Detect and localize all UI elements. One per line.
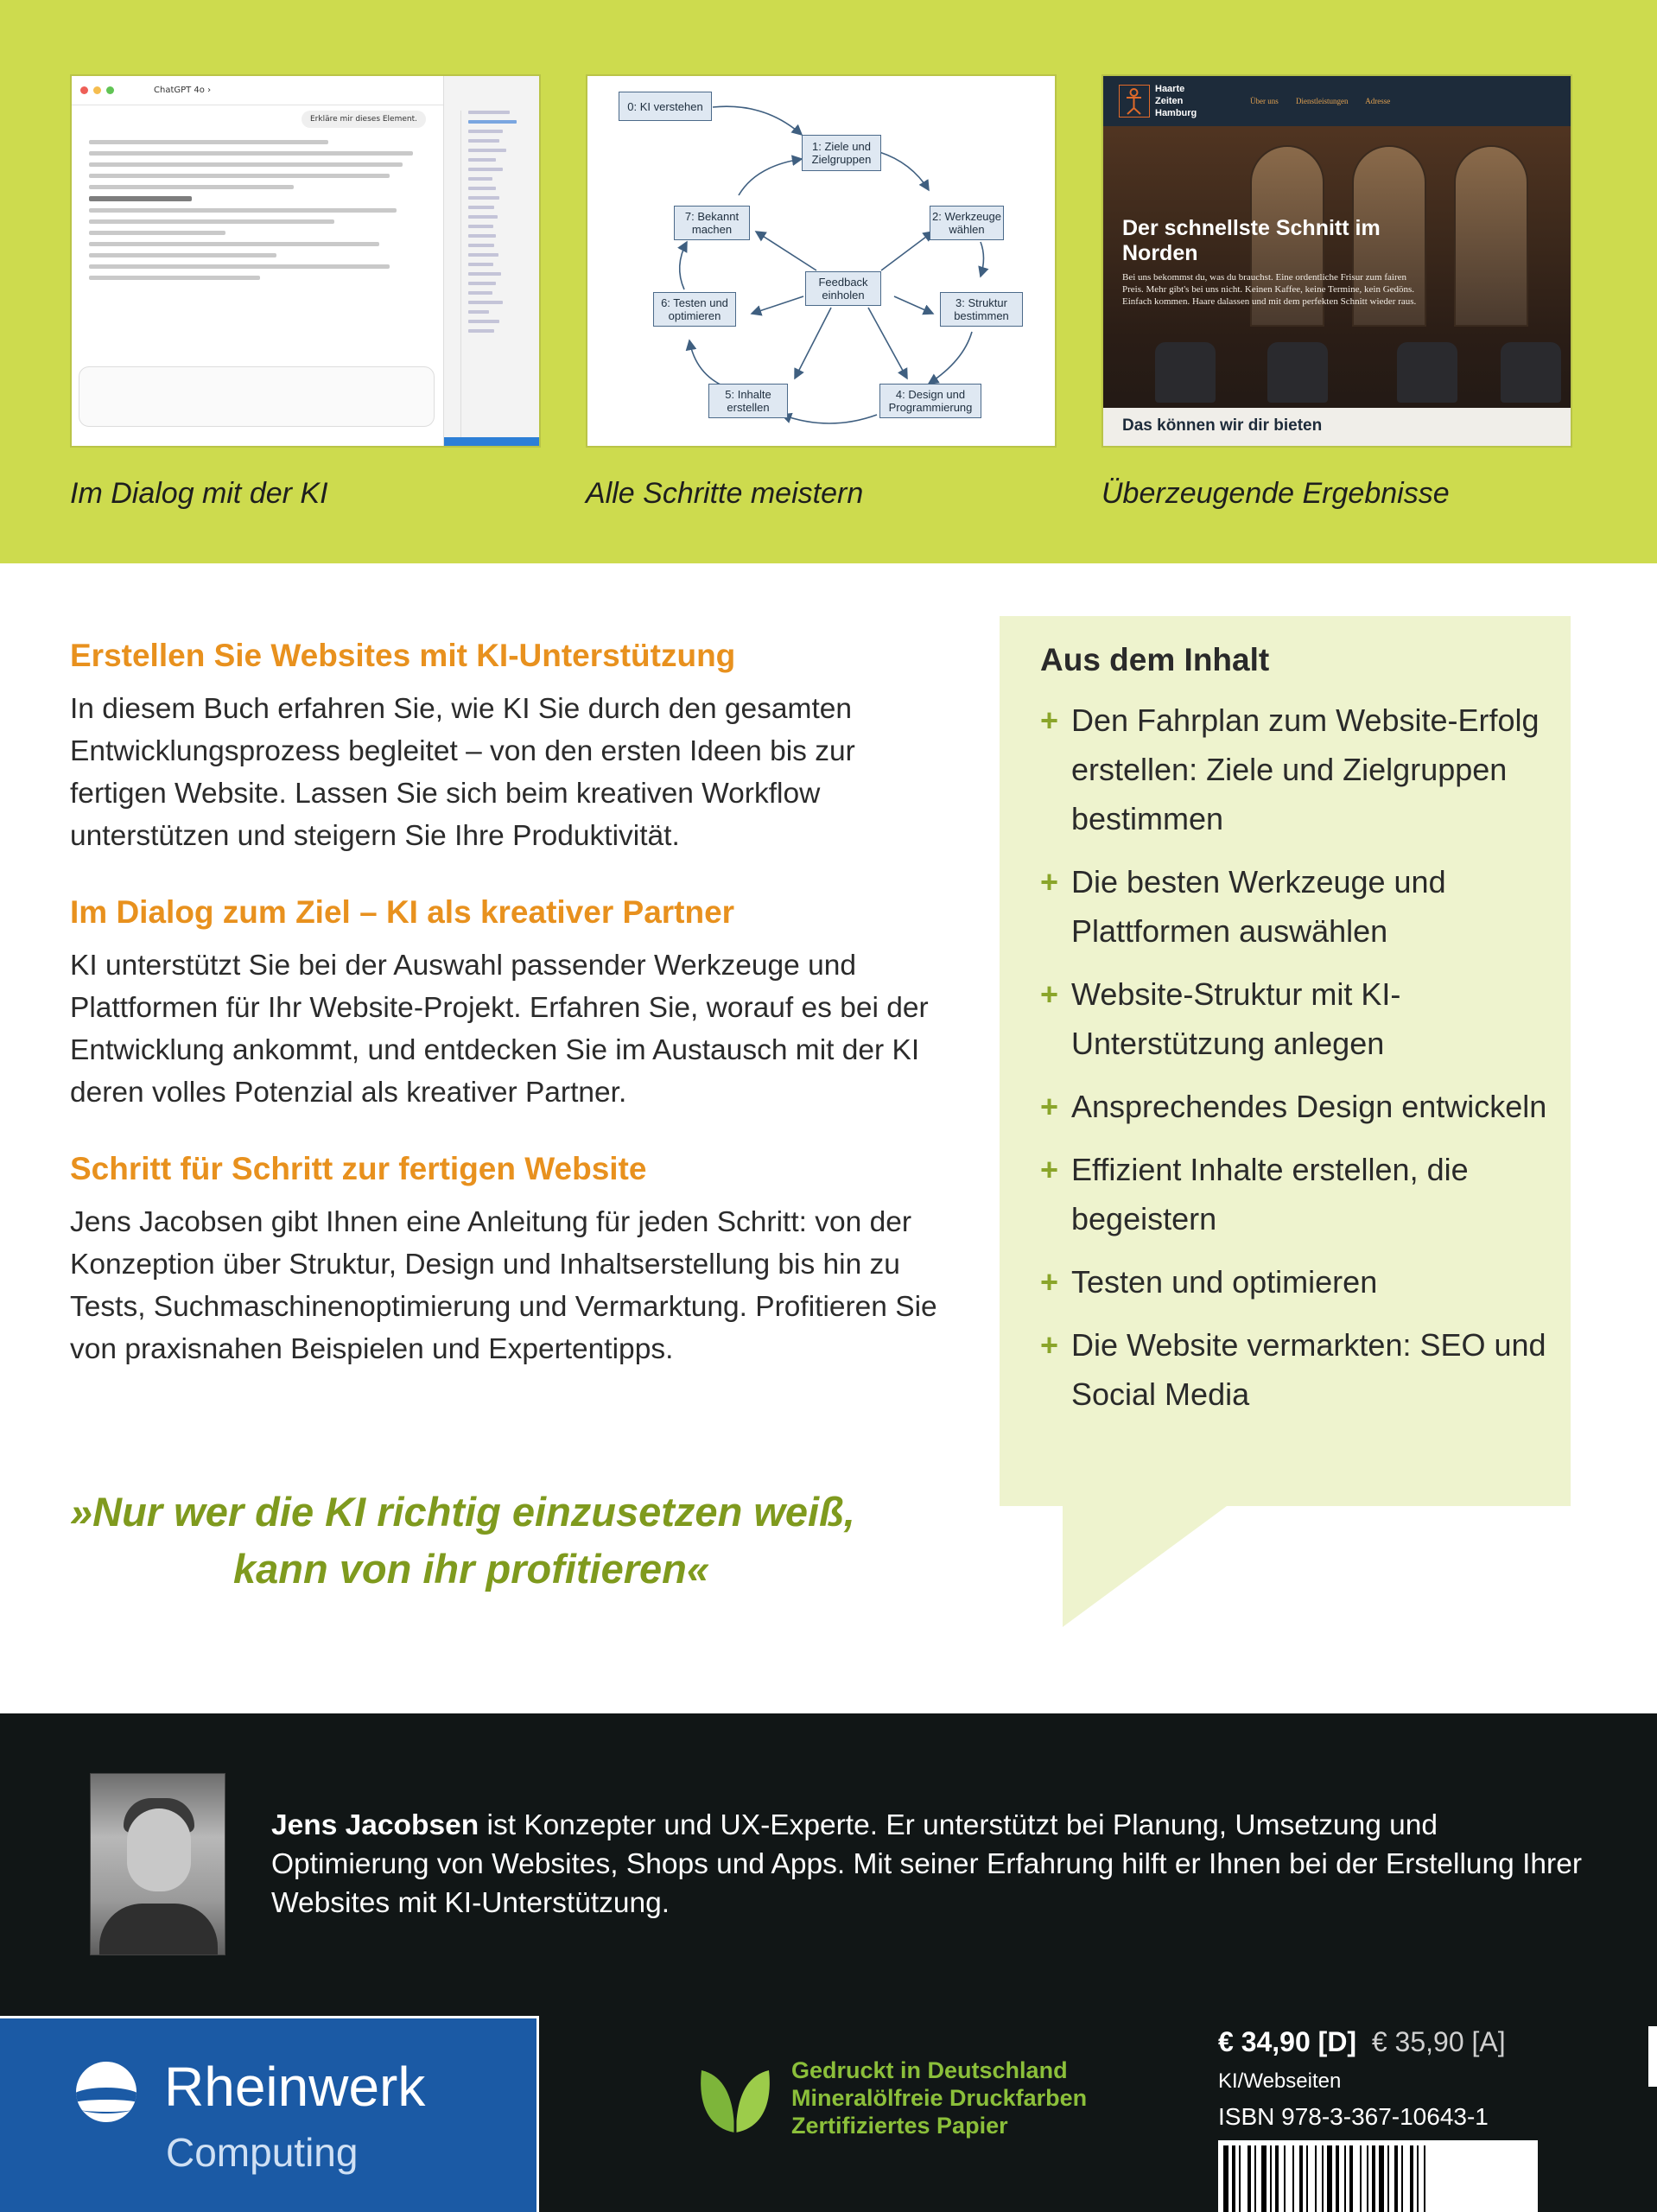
caption-chat-dialog: Im Dialog mit der KI: [70, 477, 328, 510]
plus-icon: +: [1040, 702, 1059, 738]
barber-logo-icon: [1119, 85, 1150, 118]
screenshot-example-website: [1101, 74, 1572, 448]
top-band: [0, 0, 1657, 563]
contents-item-text: Die besten Werkzeuge und Plattformen auswählen: [1071, 864, 1446, 949]
barcode-bar: [1284, 2145, 1286, 2212]
diagram-arrows: [587, 76, 1057, 448]
barcode-bar: [1254, 2145, 1256, 2212]
diagram-node-3: 3: Struktur bestimmen: [940, 292, 1023, 327]
price-de: € 34,90 [D]: [1218, 2026, 1357, 2057]
screenshot-chat-dialog: [70, 74, 541, 448]
publisher-block: [0, 2016, 539, 2212]
book-category: KI/Webseiten: [1218, 2069, 1342, 2093]
contents-list: [1040, 696, 1550, 1433]
example-site-section-strip: [1103, 408, 1572, 446]
barber-chair: [1155, 342, 1216, 403]
rheinwerk-logo-icon: [76, 2062, 136, 2122]
eco-line: Gedruckt in Deutschland: [791, 2057, 1068, 2083]
section-text: KI unterstützt Sie bei der Auswahl passender Werkzeuge und Plattformen für Ihr Website-Projekt. Erfahren Sie, worauf es bei der Entwicklung ankommt, und entdecken Sie im Austausch mit der KI deren volles Potenzial als kreativer Partner.: [70, 950, 929, 1109]
editor-status-bar: [444, 437, 541, 448]
minimize-dot-icon: [93, 86, 101, 94]
diagram-node-1: 1: Ziele und Zielgruppen: [802, 135, 881, 171]
plus-icon: +: [1040, 976, 1059, 1012]
plus-icon: +: [1040, 864, 1059, 899]
section-text: In diesem Buch erfahren Sie, wie KI Sie durch den gesamten Entwicklungsprozess begleitet – von den ersten Ideen bis zur fertigen Website. Lassen Sie sich beim kreativen Workflow unterstützen und steigern Sie Ihre Produktivität.: [70, 693, 855, 852]
barcode-bar: [1367, 2145, 1368, 2212]
barcode: [1218, 2140, 1538, 2212]
author-photo: [90, 1773, 225, 1955]
price-line: [1218, 2026, 1506, 2058]
example-site-logo-text: Haarte Zeiten Hamburg: [1155, 84, 1197, 118]
barcode-bar: [1327, 2145, 1332, 2212]
caption-process-diagram: Alle Schritte meistern: [586, 477, 864, 510]
barcode-bar: [1424, 2145, 1425, 2212]
barcode-bar: [1394, 2145, 1398, 2212]
diagram-node-4: 4: Design und Programmierung: [879, 384, 981, 418]
barber-chair: [1501, 342, 1561, 403]
barcode-bar: [1275, 2145, 1279, 2212]
barcode-bar: [1410, 2145, 1413, 2212]
barcode-bar: [1248, 2145, 1251, 2212]
plus-icon: +: [1040, 1089, 1059, 1124]
barcode-bar: [1232, 2145, 1235, 2212]
eco-print-note: [791, 2056, 1087, 2139]
plus-icon: +: [1040, 1264, 1059, 1300]
example-site-nav-links: [1250, 97, 1406, 105]
nav-link: Über uns: [1250, 97, 1279, 105]
contents-item-text: Ansprechendes Design entwickeln: [1071, 1089, 1547, 1124]
mirror-arch: [1454, 145, 1528, 327]
contents-list-item: [1040, 1257, 1550, 1306]
editor-sidebar: [443, 76, 541, 448]
chat-input-area: [79, 366, 435, 427]
pull-quote-line-2: kann von ihr profitieren«: [233, 1546, 710, 1592]
barcode-bar: [1239, 2145, 1241, 2212]
barcode-bars: [1218, 2140, 1538, 2212]
example-site-section-title: Das können wir dir bieten: [1122, 416, 1323, 435]
barcode-bar: [1349, 2145, 1353, 2212]
page-edge: [1648, 2026, 1657, 2087]
barcode-bar: [1379, 2145, 1384, 2212]
diagram-node-0: 0: KI verstehen: [619, 92, 712, 121]
eco-line: Zertifiziertes Papier: [791, 2113, 1008, 2139]
diagram-node-feedback: Feedback einholen: [805, 271, 881, 306]
pull-quote-line-1: »Nur wer die KI richtig einzusetzen weiß,: [70, 1489, 855, 1535]
section-text: Jens Jacobsen gibt Ihnen eine Anleitung für jeden Schritt: von der Konzeption über Struktur, Design und Inhaltserstellung bis hin zu Tests, Suchmaschinenoptimierung und Vermarktung. Profitieren Sie von praxisnahen Beispielen und Expertentipps.: [70, 1206, 937, 1365]
barber-chair: [1267, 342, 1328, 403]
section-heading: Schritt für Schritt zur fertigen Website: [70, 1151, 647, 1186]
barcode-bar: [1417, 2145, 1419, 2212]
author-name: Jens Jacobsen: [271, 1809, 479, 1841]
maximize-dot-icon: [106, 86, 114, 94]
isbn: ISBN 978-3-367-10643-1: [1218, 2103, 1489, 2130]
plus-icon: +: [1040, 1152, 1059, 1187]
barcode-bar: [1223, 2145, 1228, 2212]
example-site-headline: Der schnellste Schnitt im Norden: [1122, 216, 1381, 265]
barcode-bar: [1299, 2145, 1303, 2212]
close-dot-icon: [80, 86, 88, 94]
chat-prompt-bubble: Erkläre mir dieses Element.: [302, 111, 426, 128]
contents-list-item: [1040, 969, 1550, 1068]
chat-titlebar: [72, 76, 443, 105]
contents-list-item: [1040, 696, 1550, 843]
contents-item-text: Website-Struktur mit KI-Unterstützung anlegen: [1071, 976, 1401, 1061]
chat-window: [72, 76, 443, 448]
contents-item-text: Den Fahrplan zum Website-Erfolg erstellen: Ziele und Zielgruppen bestimmen: [1071, 702, 1540, 836]
contents-box-title: Aus dem Inhalt: [1040, 642, 1270, 677]
barcode-bar: [1292, 2145, 1294, 2212]
barcode-bar: [1261, 2145, 1267, 2212]
diagram-node-2: 2: Werkzeuge wählen: [930, 206, 1004, 240]
author-bio: [271, 1806, 1602, 1923]
price-at: € 35,90 [A]: [1371, 2026, 1506, 2057]
caption-example-website: Überzeugende Ergebnisse: [1101, 477, 1450, 510]
contents-item-text: Effizient Inhalte erstellen, die begeistern: [1071, 1152, 1469, 1236]
editor-file-tree: [468, 111, 537, 339]
barcode-bar: [1322, 2145, 1324, 2212]
section-heading: Im Dialog zum Ziel – KI als kreativer Partner: [70, 894, 735, 930]
barcode-bar: [1315, 2145, 1317, 2212]
barcode-bar: [1372, 2145, 1375, 2212]
nav-link: Adresse: [1365, 97, 1391, 105]
diagram-node-7: 7: Bekannt machen: [674, 206, 750, 240]
barcode-bar: [1360, 2145, 1362, 2212]
barcode-bar: [1270, 2145, 1272, 2212]
chat-answer-lines: [89, 140, 430, 287]
example-site-nav: [1103, 76, 1572, 126]
eco-line: Mineralölfreie Druckfarben: [791, 2085, 1088, 2111]
example-site-body: Bei uns bekommst du, was du brauchst. Eine ordentliche Frisur zum fairen Preis. Mehr gibt's bei uns nicht. Keinen Kaffee, keine Termine, kein Gedöns. Einfach kommen. Haare dalassen und mit dem perfekten Schnitt wieder raus.: [1122, 272, 1417, 307]
contents-list-item: [1040, 1082, 1550, 1131]
diagram-node-5: 5: Inhalte erstellen: [708, 384, 788, 418]
plus-icon: +: [1040, 1327, 1059, 1363]
section-heading: Erstellen Sie Websites mit KI-Unterstützung: [70, 638, 736, 673]
leaf-icon: [698, 2058, 772, 2136]
publisher-name: Rheinwerk: [164, 2056, 426, 2118]
contents-box-pointer: [1063, 1506, 1227, 1627]
editor-activity-bar: [444, 111, 461, 439]
contents-item-text: Die Website vermarkten: SEO und Social Media: [1071, 1327, 1546, 1412]
nav-link: Dienstleistungen: [1296, 97, 1349, 105]
contents-item-text: Testen und optimieren: [1071, 1264, 1378, 1300]
screenshot-process-diagram: [586, 74, 1057, 448]
barcode-bar: [1344, 2145, 1346, 2212]
contents-box: [1000, 616, 1571, 1506]
diagram-node-6: 6: Testen und optimieren: [653, 292, 736, 327]
barcode-bar: [1336, 2145, 1339, 2212]
contents-list-item: [1040, 1145, 1550, 1243]
contents-list-item: [1040, 1320, 1550, 1419]
author-bio-text: ist Konzepter und UX-Experte. Er unterstützt bei Planung, Umsetzung und Optimierung von Websites, Shops und Apps. Mit seiner Erfahrung hilft er Ihnen bei der Erstellung Ihrer Websites mit KI-Unterstützung.: [271, 1809, 1582, 1919]
barcode-bar: [1387, 2145, 1389, 2212]
publisher-imprint: Computing: [166, 2130, 359, 2175]
chat-app-title: ChatGPT 4o ›: [154, 86, 212, 95]
barber-chair: [1397, 342, 1457, 403]
barcode-bar: [1401, 2145, 1403, 2212]
contents-list-item: [1040, 857, 1550, 956]
barcode-bar: [1306, 2145, 1308, 2212]
